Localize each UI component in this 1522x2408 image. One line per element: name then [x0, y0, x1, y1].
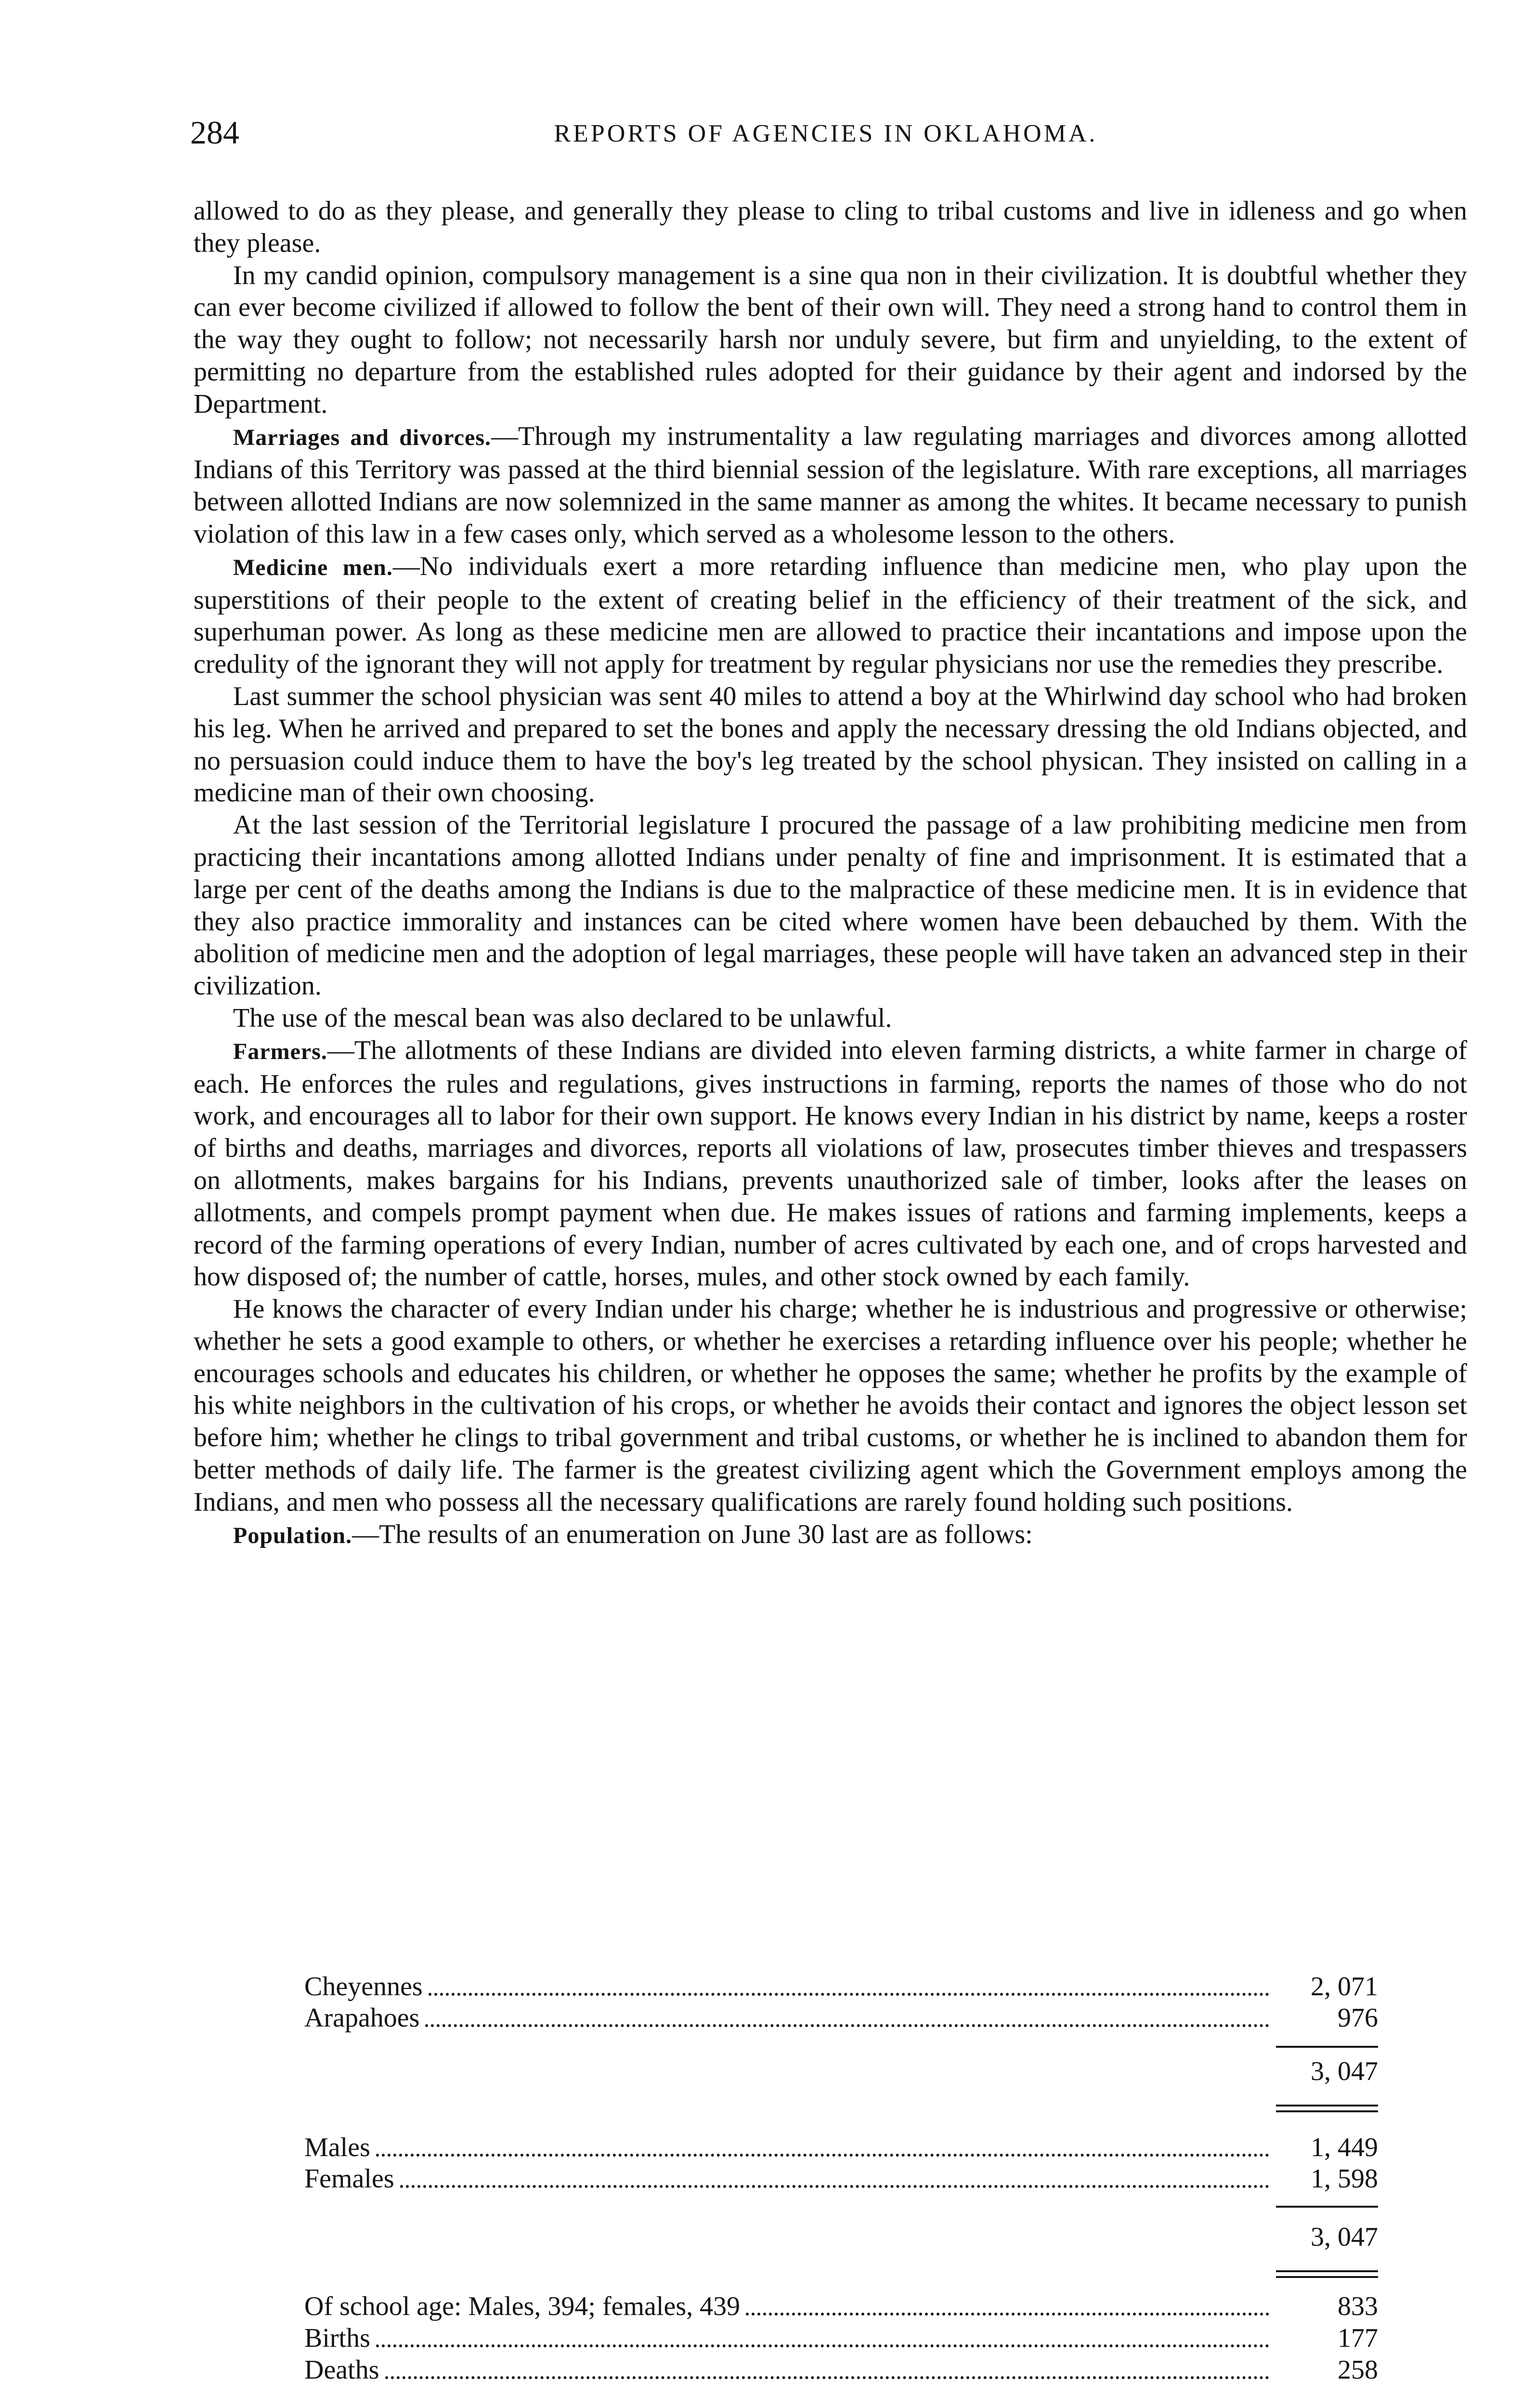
dot-leader	[746, 2313, 1269, 2316]
row-value: 258	[1338, 2355, 1378, 2385]
table-row	[304, 2290, 1378, 2322]
page-number: 284	[190, 114, 239, 151]
paragraph-text: —Through my instrumentality a law regulating marriages and divorces among allotted Indians of this Territory was passed at the third biennial session of the legislature. With rare exceptions, all marriages between allotted Indians are now solemnized in the same manner as among the whites. It became necessary to punish violation of this law in a few cases only, which served as a wholesome lesson to the others.	[194, 421, 1467, 549]
paragraph-text: —No individuals exert a more retarding influence than medicine men, who play upon the superstitions of their people to the extent of creating belief in the efficiency of their treatment of the sick, and superhuman power. As long as these medicine men are allowed to practice their incantations and impose upon the credulity of the ignorant they will not apply for treatment by regular physicians nor use the remedies they prescribe.	[194, 551, 1467, 680]
row-value: 1, 598	[1311, 2164, 1378, 2194]
paragraph-text: —The allotments of these Indians are divided into eleven farming districts, a white farmer in charge of each. He enforces the rules and regulations, gives instructions in farming, reports the names of those who do not work, and encourages all to labor for their own support. He knows every Indian in his district by name, keeps a roster of births and deaths, marriages and divorces, reports all violations of law, prosecutes timber thieves and trespassers on allotments, makes bargains for his Indians, prevents unauthorized sale of timber, looks after the leases on allotments, and compels prompt payment when due. He makes issues of rations and farming implements, keeps a record of the farming operations of every Indian, number of acres cultivated by each one, and of crops harvested and how disposed of; the number of cattle, horses, mules, and other stock owned by each family.	[194, 1035, 1467, 1292]
dot-leader	[376, 2344, 1269, 2347]
table-row	[304, 2132, 1378, 2163]
paragraph	[194, 260, 1467, 420]
dot-leader	[425, 2024, 1269, 2027]
row-value: 976	[1338, 2003, 1378, 2033]
row-value: 177	[1338, 2323, 1378, 2353]
page-header	[190, 111, 1461, 154]
dot-leader	[376, 2154, 1269, 2157]
paragraph	[194, 1293, 1467, 1518]
paragraph-text: Last summer the school physician was sent 40 miles to attend a boy at the Whirlwind day school who had broken his leg. When he arrived and prepared to set the bones and apply the necessary dressing the old Indians objected, and no persuasion could induce them to have the boy's leg treated by the school physican. They insisted on calling in a medicine man of their own choosing.	[194, 681, 1467, 808]
sum-rule	[1276, 2206, 1378, 2208]
table-row	[304, 2163, 1378, 2195]
total-double-rule	[1276, 2105, 1378, 2107]
paragraph	[194, 809, 1467, 1002]
section-lead: Marriages and divorces.	[233, 424, 491, 450]
paragraph-farmers	[194, 1034, 1467, 1293]
paragraph	[194, 681, 1467, 809]
sum-rule	[1276, 2046, 1378, 2048]
total-double-rule	[1276, 2270, 1378, 2272]
paragraph-text: —The results of an enumeration on June 30 last are as follows:	[352, 1519, 1033, 1549]
dot-leader	[400, 2185, 1269, 2188]
row-value: 833	[1338, 2291, 1378, 2321]
table-row	[304, 2354, 1378, 2386]
paragraph-text: At the last session of the Territorial legislature I procured the passage of a law prohibiting medicine men from practicing their incantations among allotted Indians under penalty of fine and imprisonment. It is estimated that a large per cent of the deaths among the Indians is due to the malpractice of these medicine men. It is in evidence that they also practice immorality and instances can be cited where women have been debauched by them. With the abolition of medicine men and the adoption of legal marriages, these people will have taken an advanced step in their civilization.	[194, 810, 1467, 1001]
section-lead: Farmers.	[233, 1038, 327, 1064]
paragraph-medicine-men	[194, 550, 1467, 681]
running-head: REPORTS OF AGENCIES IN OKLAHOMA.	[554, 120, 1098, 147]
body-text	[194, 195, 1467, 1552]
row-label: Of school age: Males, 394; females, 439	[304, 2291, 741, 2321]
table-row	[304, 2322, 1378, 2354]
table-row	[304, 1971, 1378, 2002]
paragraph-text: He knows the character of every Indian under his charge; whether he is industrious and progressive or otherwise; whether he sets a good example to others, or whether he exercises a retarding influence over his people; whether he encourages schools and educates his children, or whether he opposes the same; whether he profits by the example of his white neighbors in the cultivation of his crops, or whether he avoids their contact and ignores the object lesson set before him; whether he clings to tribal government and tribal customs, or whether he is inclined to abandon them for better methods of daily life. The farmer is the greatest civilizing agent which the Government employs among the Indians, and men who possess all the necessary qualifications are rarely found holding such positions.	[194, 1294, 1467, 1517]
row-label: Females	[304, 2164, 394, 2194]
row-value: 1, 449	[1311, 2133, 1378, 2162]
row-label: Arapahoes	[304, 2003, 420, 2033]
sexes-total: 3, 047	[1311, 2222, 1378, 2252]
row-value: 2, 071	[1311, 1972, 1378, 2002]
paragraph	[194, 1002, 1467, 1034]
paragraph	[194, 195, 1467, 260]
total-double-rule	[1276, 2276, 1378, 2278]
dot-leader	[429, 1993, 1269, 1996]
paragraph-marriages	[194, 420, 1467, 550]
section-lead: Population.	[233, 1522, 352, 1548]
dot-leader	[385, 2376, 1269, 2379]
row-label: Males	[304, 2133, 370, 2162]
section-lead: Medicine men.	[233, 554, 393, 580]
paragraph-population	[194, 1518, 1467, 1552]
tribes-total: 3, 047	[1311, 2056, 1378, 2086]
paragraph-text: The use of the mescal bean was also declared to be unlawful.	[233, 1003, 892, 1033]
row-label: Births	[304, 2323, 370, 2353]
table-row	[304, 2002, 1378, 2034]
paragraph-text: In my candid opinion, compulsory management is a sine qua non in their civilization. It is doubtful whether they can ever become civilized if allowed to follow the bent of their own will. They need a strong hand to control them in the way they ought to follow; not necessarily harsh nor unduly severe, but firm and unyielding, to the extent of permitting no departure from the established rules adopted for their guidance by their agent and indorsed by the Department.	[194, 260, 1467, 419]
paragraph-text: allowed to do as they please, and generally they please to cling to tribal customs and live in idleness and go when they please.	[194, 196, 1467, 258]
total-double-rule	[1276, 2110, 1378, 2112]
row-label: Deaths	[304, 2355, 379, 2385]
row-label: Cheyennes	[304, 1972, 423, 2002]
